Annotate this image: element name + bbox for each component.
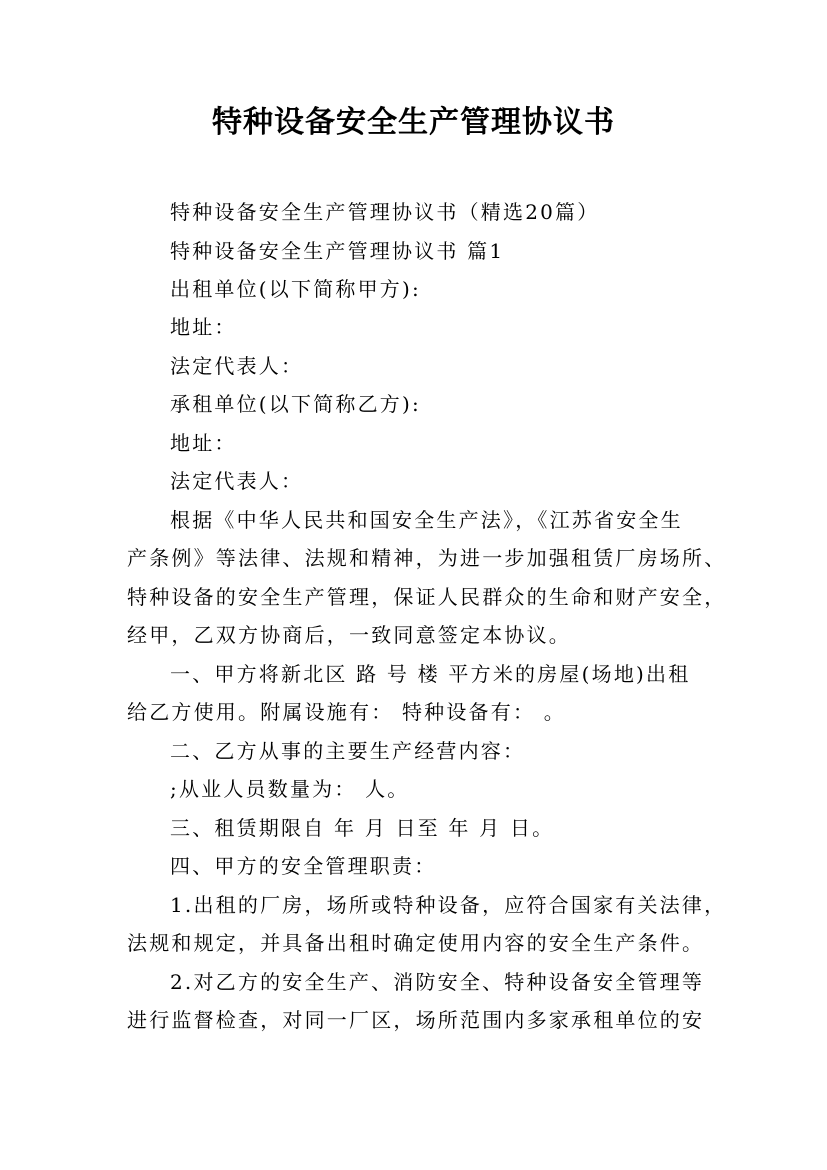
text-line: 四、甲方的安全管理职责： bbox=[170, 854, 437, 878]
text-line: 三、租赁期限自 年 月 日至 年 月 日。 bbox=[170, 816, 555, 840]
text-line: 二、乙方从事的主要生产经营内容： bbox=[170, 739, 526, 763]
text-line: 出租单位(以下简称甲方): bbox=[170, 277, 421, 301]
text-line: 特种设备安全生产管理协议书（精选20篇） bbox=[170, 200, 600, 224]
text-line: 2.对乙方的安全生产、消防安全、特种设备安全管理等 bbox=[170, 970, 705, 994]
text-line: 特种设备的安全生产管理，保证人民群众的生命和财产安全， bbox=[127, 585, 727, 609]
text-line: 根据《中华人民共和国安全生产法》，《江苏省安全生 bbox=[170, 508, 683, 532]
text-line: 地址： bbox=[170, 431, 237, 455]
text-line: 给乙方使用。附属设施有： 特种设备有： 。 bbox=[127, 700, 566, 724]
text-line: ;从业人员数量为： 人。 bbox=[170, 777, 410, 801]
text-line: 法定代表人： bbox=[170, 469, 304, 493]
document-title: 特种设备安全生产管理协议书 bbox=[212, 105, 615, 140]
text-line: 承租单位(以下简称乙方): bbox=[170, 392, 421, 416]
text-line: 法规和规定，并具备出租时确定使用内容的安全生产条件。 bbox=[127, 931, 705, 955]
text-line: 特种设备安全生产管理协议书 篇1 bbox=[170, 239, 505, 263]
text-line: 法定代表人： bbox=[170, 354, 304, 378]
text-line: 1.出租的厂房，场所或特种设备，应符合国家有关法律， bbox=[170, 893, 727, 917]
text-line: 进行监督检查，对同一厂区，场所范围内多家承租单位的安 bbox=[127, 1008, 705, 1032]
text-line: 产条例》等法律、法规和精神，为进一步加强租赁厂房场所、 bbox=[127, 546, 727, 570]
text-line: 地址： bbox=[170, 315, 237, 339]
text-line: 一、甲方将新北区 路 号 楼 平方米的房屋(场地)出租 bbox=[170, 662, 691, 686]
text-line: 经甲，乙双方协商后，一致同意签定本协议。 bbox=[127, 623, 571, 647]
